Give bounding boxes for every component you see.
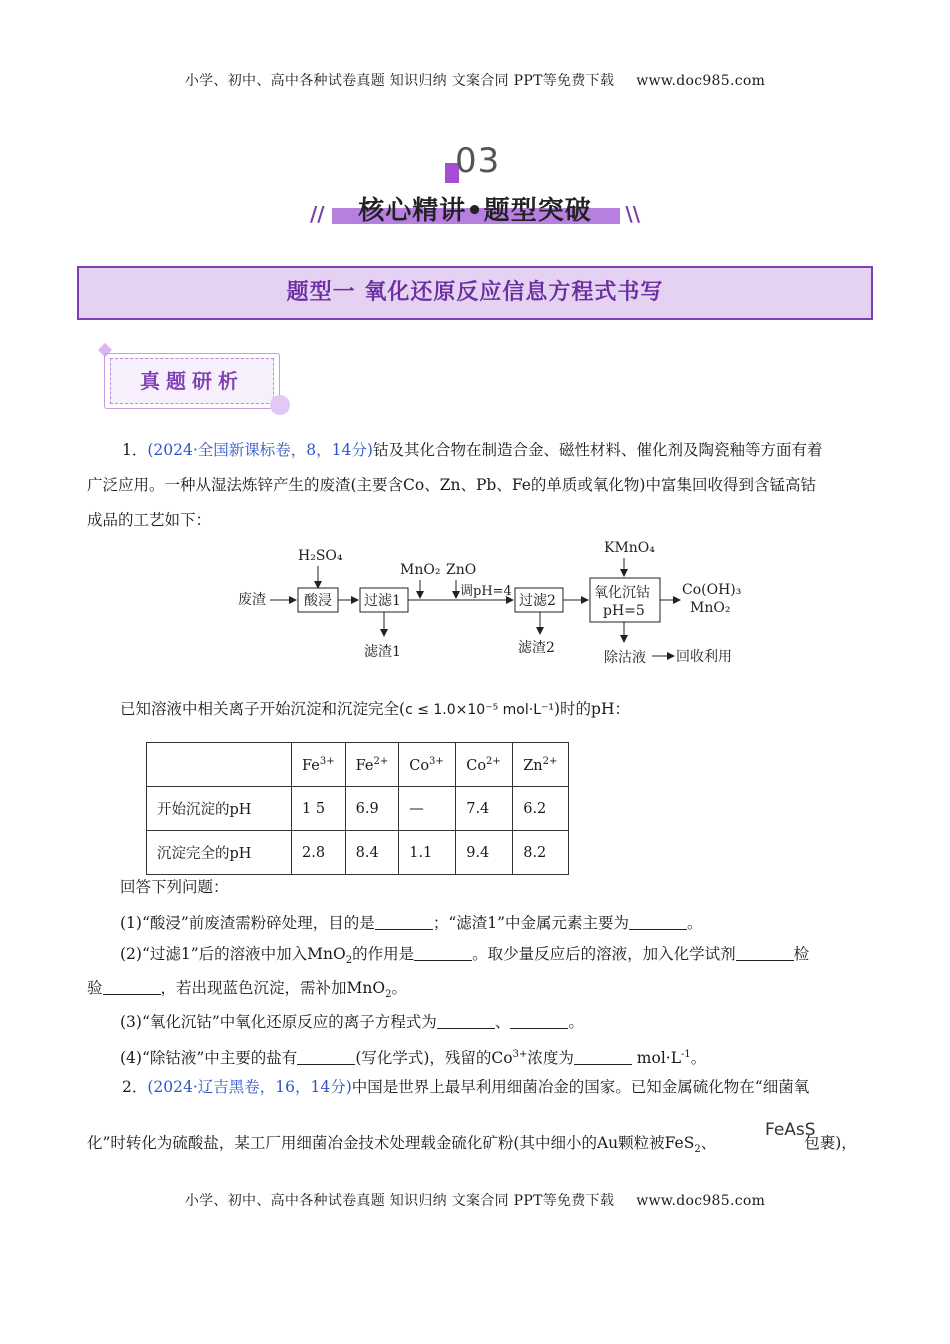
table-cell: 9.4 <box>456 831 513 875</box>
page-header <box>0 70 950 90</box>
answer-blank[interactable] <box>437 1011 495 1029</box>
section-number-text: 03 <box>455 141 501 181</box>
q1-known <box>120 692 900 728</box>
table-cell: 8.4 <box>345 831 399 875</box>
flow-box3-label: 过滤2 <box>519 593 556 609</box>
q1-part1: (1)“酸浸”前废渣需粉碎处理，目的是 ；“滤渣1”中金属元素主要为 。 <box>120 914 703 932</box>
table-cell: — <box>399 787 456 831</box>
section-title-text: 核心精讲•题型突破 <box>358 196 592 226</box>
answer-blank[interactable] <box>629 912 687 930</box>
badge-label: 真题研析 <box>110 358 274 404</box>
q2-number: 2． <box>122 1078 148 1096</box>
flow-box1-label: 酸浸 <box>304 593 332 609</box>
table-cell: 6.2 <box>513 787 569 831</box>
circle-icon <box>270 395 290 415</box>
flow-residue1: 滤渣1 <box>364 644 401 660</box>
table-header-cell: $Co^{3+}$ <box>399 743 456 787</box>
table-header-cell: $Co^{2+}$ <box>456 743 513 787</box>
answer-blank[interactable] <box>510 1011 568 1029</box>
flow-product1: Co(OH)₃ <box>682 582 742 598</box>
table-cell: 开始沉淀的pH <box>147 787 292 831</box>
q1-intro <box>87 433 867 468</box>
flow-box2-label: 过滤1 <box>364 593 401 609</box>
footer-text: 小学、初中、高中各种试卷真题 知识归纳 文案合同 PPT等免费下载 <box>184 1193 615 1209</box>
answer-blank[interactable] <box>103 977 161 995</box>
badge <box>98 343 303 415</box>
flow-reagent2a: MnO₂ <box>400 562 441 578</box>
table-cell: 6.9 <box>345 787 399 831</box>
flow-reagent1: H₂SO₄ <box>298 548 343 564</box>
answer-blank[interactable] <box>736 943 794 961</box>
flow-box4-label-b: pH=5 <box>603 603 645 619</box>
table-header-row <box>147 743 569 787</box>
ph-table <box>146 742 569 875</box>
flow-product2: MnO₂ <box>690 600 731 616</box>
q1-answer-intro: 回答下列问题： <box>120 878 229 896</box>
flow-feed: 废渣 <box>238 592 266 608</box>
q2-intro <box>87 1070 867 1105</box>
q1-part4: (4)“除钴液”中主要的盐有 (写化学式)，残留的$Co^{3+}$浓度为 $mol\cdot L^{-1}$。 <box>120 1049 707 1068</box>
q1-part2: (2)“过滤1”后的溶液中加入MnO$_2$的作用是 。取少量反应后的溶液，加入化学试剂 检 <box>120 945 810 967</box>
footer-url[interactable]: www.doc985.com <box>636 1193 766 1209</box>
q2-feass: FeAsS <box>765 1120 816 1140</box>
header-url[interactable]: www.doc985.com <box>636 73 766 89</box>
table-header-cell: $Zn^{2+}$ <box>513 743 569 787</box>
type-title-box: 题型一 氧化还原反应信息方程式书写 <box>77 266 873 320</box>
q1-known-pre: 已知溶液中相关离子开始沉淀和沉淀完全( <box>120 700 406 718</box>
q1-known-formula: c ≤ 1.0×10⁻⁵ mol·L⁻¹ <box>405 702 554 718</box>
q1-source[interactable]: (2024·全国新课标卷，8，14分) <box>147 441 373 459</box>
q1-part2-cont: 验 ，若出现蓝色沉淀，需补加MnO$_2$。 <box>87 979 407 1001</box>
q1-part3: (3)“氧化沉钴”中氧化还原反应的离子方程式为 、 。 <box>120 1013 584 1031</box>
section-title <box>310 190 640 230</box>
table-cell: 沉淀完全的pH <box>147 831 292 875</box>
q2-line2: 化”时转化为硫酸盐，某工厂用细菌冶金技术处理载金硫化矿粉(其中细小的Au颗粒被FeS$_2$、 包裹)， <box>87 1134 857 1156</box>
table-header-cell: $Fe^{3+}$ <box>292 743 346 787</box>
flow-recycle: 回收利用 <box>676 649 732 665</box>
q1-line2: 广泛应用。一种从湿法炼锌产生的废渣(主要含Co、Zn、Pb、Fe的单质或氧化物)中富集回收得到含锰高钴 <box>87 476 816 494</box>
table-cell: 1 5 <box>292 787 346 831</box>
slash-right-icon: \\ <box>625 202 640 226</box>
slash-left-icon: // <box>310 202 325 226</box>
table-cell: 2.8 <box>292 831 346 875</box>
q1-line3: 成品的工艺如下： <box>87 511 212 529</box>
table-cell: 8.2 <box>513 831 569 875</box>
page-footer <box>0 1190 950 1210</box>
q2-line1: 中国是世界上最早利用细菌冶金的国家。已知金属硫化物在“细菌氧 <box>351 1078 810 1096</box>
answer-blank[interactable] <box>574 1047 632 1065</box>
table-row <box>147 787 569 831</box>
table-header-cell <box>147 743 292 787</box>
q1-known-post: )时的pH： <box>554 700 630 718</box>
flow-reagent2b: ZnO <box>446 562 477 578</box>
table-cell: 1.1 <box>399 831 456 875</box>
process-flow-diagram <box>238 538 758 668</box>
q1-line1: 钴及其化合物在制造合金、磁性材料、催化剂及陶瓷釉等方面有着 <box>372 441 823 459</box>
header-text: 小学、初中、高中各种试卷真题 知识归纳 文案合同 PPT等免费下载 <box>184 73 615 89</box>
flow-box4-label-a: 氧化沉钴 <box>594 585 650 601</box>
flow-reagent3: KMnO₄ <box>604 540 655 556</box>
q1-number: 1． <box>122 441 148 459</box>
flow-adjust: 调pH=4 <box>460 584 512 599</box>
answer-blank[interactable] <box>297 1047 355 1065</box>
answer-blank[interactable] <box>414 943 472 961</box>
flow-residue2: 滤渣2 <box>518 640 555 656</box>
q2-source[interactable]: (2024·辽吉黑卷，16，14分) <box>147 1078 352 1096</box>
table-cell: 7.4 <box>456 787 513 831</box>
table-header-cell: $Fe^{2+}$ <box>345 743 399 787</box>
table-row <box>147 831 569 875</box>
section-number <box>445 143 505 183</box>
flow-waste: 除沽液 <box>604 650 646 666</box>
answer-blank[interactable] <box>375 912 433 930</box>
